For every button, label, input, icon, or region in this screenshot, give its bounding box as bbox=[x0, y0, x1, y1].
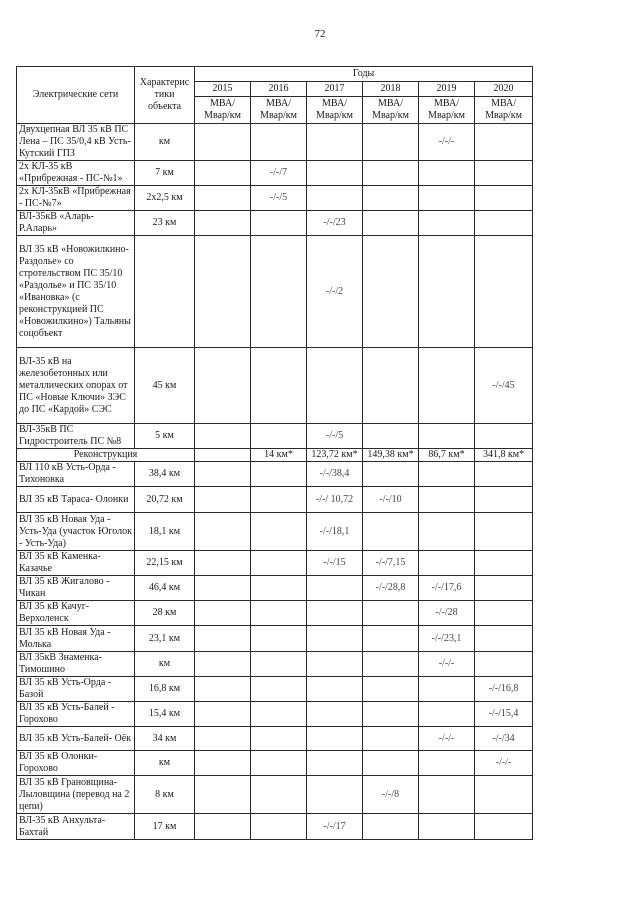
table-row bbox=[17, 751, 533, 776]
value-cell bbox=[251, 601, 307, 626]
table-row bbox=[17, 348, 533, 424]
value-cell: -/-/2 bbox=[307, 236, 363, 348]
value-cell bbox=[307, 576, 363, 601]
value-cell: -/-/7,15 bbox=[363, 551, 419, 576]
characteristic-cell: 17 км bbox=[135, 814, 195, 840]
value-cell bbox=[195, 211, 251, 236]
unit-header: МВА/ Мвар/км bbox=[419, 97, 475, 124]
value-cell bbox=[363, 161, 419, 186]
value-cell bbox=[195, 576, 251, 601]
value-cell bbox=[251, 211, 307, 236]
value-cell bbox=[195, 462, 251, 487]
value-cell bbox=[251, 652, 307, 677]
network-name: ВЛ-35 кВ Анхульта- Бахтай bbox=[17, 814, 135, 840]
value-cell bbox=[251, 814, 307, 840]
value-cell bbox=[419, 348, 475, 424]
value-cell: -/-/38,4 bbox=[307, 462, 363, 487]
reconstruction-total: 341,8 км* bbox=[475, 449, 533, 462]
value-cell bbox=[251, 551, 307, 576]
value-cell bbox=[251, 626, 307, 652]
value-cell bbox=[475, 626, 533, 652]
value-cell bbox=[419, 211, 475, 236]
table-row bbox=[17, 727, 533, 751]
value-cell: -/-/10 bbox=[363, 487, 419, 513]
table-row bbox=[17, 424, 533, 449]
network-name: 2х КЛ-35кВ «Прибрежная - ПС-№7» bbox=[17, 186, 135, 211]
value-cell bbox=[195, 487, 251, 513]
value-cell: -/-/5 bbox=[307, 424, 363, 449]
network-name: ВЛ 35 кВ Новая Уда - Молька bbox=[17, 626, 135, 652]
value-cell bbox=[475, 776, 533, 814]
network-name: ВЛ 35 кВ Грановщина- Лыловщина (перевод на 2 цепи) bbox=[17, 776, 135, 814]
value-cell bbox=[419, 677, 475, 702]
value-cell bbox=[195, 513, 251, 551]
value-cell bbox=[475, 551, 533, 576]
table-row bbox=[17, 513, 533, 551]
reconstruction-total: 14 км* bbox=[251, 449, 307, 462]
value-cell bbox=[195, 814, 251, 840]
value-cell bbox=[475, 513, 533, 551]
value-cell bbox=[195, 186, 251, 211]
value-cell bbox=[475, 576, 533, 601]
value-cell bbox=[195, 776, 251, 814]
network-name: ВЛ 110 кВ Усть-Орда - Тихоновка bbox=[17, 462, 135, 487]
reconstruction-total bbox=[195, 449, 251, 462]
value-cell bbox=[307, 776, 363, 814]
network-name: ВЛ 35 кВ «Новожилкино- Раздолье» со стротельством ПС 35/10 «Раздолье» и ПС 35/10 «Ивановка» (с реконструкцией ПС «Новожилкино») Тальяны соцобъект bbox=[17, 236, 135, 348]
table-row bbox=[17, 551, 533, 576]
value-cell bbox=[363, 751, 419, 776]
value-cell bbox=[363, 814, 419, 840]
value-cell bbox=[419, 487, 475, 513]
network-name: ВЛ-35 кВ на железобетонных или металлических опорах от ПС «Новые Ключи» ЗЭС до ПС «Кардой» СЭС bbox=[17, 348, 135, 424]
value-cell bbox=[363, 236, 419, 348]
value-cell: -/-/17,6 bbox=[419, 576, 475, 601]
value-cell: -/-/15 bbox=[307, 551, 363, 576]
power-grid-table bbox=[16, 66, 533, 840]
value-cell: -/-/- bbox=[419, 124, 475, 161]
characteristic-cell: 23 км bbox=[135, 211, 195, 236]
value-cell bbox=[475, 601, 533, 626]
value-cell: -/-/- bbox=[475, 751, 533, 776]
value-cell bbox=[251, 424, 307, 449]
value-cell bbox=[195, 626, 251, 652]
year-header: 2017 bbox=[307, 82, 363, 97]
value-cell bbox=[363, 424, 419, 449]
characteristic-cell: 7 км bbox=[135, 161, 195, 186]
col-years-header: Годы bbox=[195, 67, 533, 82]
value-cell bbox=[363, 186, 419, 211]
network-name: ВЛ 35 кВ Тараса- Олонки bbox=[17, 487, 135, 513]
value-cell bbox=[195, 751, 251, 776]
value-cell bbox=[363, 211, 419, 236]
value-cell bbox=[195, 161, 251, 186]
value-cell bbox=[475, 236, 533, 348]
value-cell: -/-/23,1 bbox=[419, 626, 475, 652]
value-cell bbox=[419, 776, 475, 814]
value-cell bbox=[307, 161, 363, 186]
value-cell bbox=[363, 702, 419, 727]
value-cell bbox=[251, 462, 307, 487]
value-cell bbox=[363, 513, 419, 551]
value-cell bbox=[195, 727, 251, 751]
network-name: ВЛ 35 кВ Каменка- Казачье bbox=[17, 551, 135, 576]
value-cell bbox=[419, 424, 475, 449]
value-cell bbox=[475, 462, 533, 487]
characteristic-cell: 20,72 км bbox=[135, 487, 195, 513]
value-cell: -/-/45 bbox=[475, 348, 533, 424]
value-cell bbox=[419, 161, 475, 186]
value-cell: -/-/5 bbox=[251, 186, 307, 211]
value-cell bbox=[307, 124, 363, 161]
network-name: ВЛ-35кВ «Аларь- Р.Аларь» bbox=[17, 211, 135, 236]
value-cell bbox=[307, 702, 363, 727]
network-name: ВЛ 35 кВ Новая Уда - Усть-Уда (участок Юголок - Усть-Уда) bbox=[17, 513, 135, 551]
characteristic-cell: км bbox=[135, 124, 195, 161]
table-row bbox=[17, 211, 533, 236]
value-cell bbox=[251, 124, 307, 161]
col-characteristic-header: Характерис тики объекта bbox=[135, 67, 195, 124]
network-name: ВЛ 35 кВ Усть-Орда - Базой bbox=[17, 677, 135, 702]
table-row bbox=[17, 601, 533, 626]
unit-header: МВА/ Мвар/км bbox=[307, 97, 363, 124]
value-cell bbox=[363, 601, 419, 626]
network-name: ВЛ 35 кВ Олонки- Горохово bbox=[17, 751, 135, 776]
value-cell bbox=[195, 652, 251, 677]
characteristic-cell: 34 км bbox=[135, 727, 195, 751]
reconstruction-label: Реконструкция bbox=[17, 449, 195, 462]
year-header: 2020 bbox=[475, 82, 533, 97]
value-cell: -/-/15,4 bbox=[475, 702, 533, 727]
characteristic-cell: 46,4 км bbox=[135, 576, 195, 601]
col-networks-header: Электрические сети bbox=[17, 67, 135, 124]
unit-header: МВА/ Мвар/км bbox=[195, 97, 251, 124]
value-cell: -/-/- bbox=[419, 652, 475, 677]
reconstruction-total: 123,72 км* bbox=[307, 449, 363, 462]
value-cell bbox=[475, 424, 533, 449]
network-name: ВЛ 35 кВ Качуг- Верхоленск bbox=[17, 601, 135, 626]
value-cell bbox=[251, 236, 307, 348]
value-cell bbox=[475, 161, 533, 186]
value-cell bbox=[475, 186, 533, 211]
characteristic-cell: км bbox=[135, 751, 195, 776]
network-name: ВЛ 35кВ Знаменка- Тимошино bbox=[17, 652, 135, 677]
value-cell bbox=[195, 601, 251, 626]
value-cell: -/-/28,8 bbox=[363, 576, 419, 601]
value-cell bbox=[475, 124, 533, 161]
value-cell bbox=[251, 702, 307, 727]
value-cell: -/-/28 bbox=[419, 601, 475, 626]
reconstruction-row bbox=[17, 449, 533, 462]
table-row bbox=[17, 186, 533, 211]
value-cell bbox=[251, 576, 307, 601]
value-cell bbox=[251, 513, 307, 551]
value-cell: -/-/7 bbox=[251, 161, 307, 186]
characteristic-cell: 18,1 км bbox=[135, 513, 195, 551]
table-row bbox=[17, 626, 533, 652]
value-cell bbox=[419, 513, 475, 551]
year-header: 2016 bbox=[251, 82, 307, 97]
table-row bbox=[17, 576, 533, 601]
page-number: 72 bbox=[314, 28, 326, 40]
value-cell bbox=[251, 677, 307, 702]
value-cell bbox=[307, 751, 363, 776]
characteristic-cell: 28 км bbox=[135, 601, 195, 626]
table-row bbox=[17, 462, 533, 487]
value-cell bbox=[363, 348, 419, 424]
network-name: Двухцепная ВЛ 35 кВ ПС Лена – ПС 35/0,4 кВ Усть-Кутский ГПЗ bbox=[17, 124, 135, 161]
value-cell bbox=[363, 124, 419, 161]
table-row bbox=[17, 236, 533, 348]
value-cell bbox=[419, 462, 475, 487]
characteristic-cell: 2х2,5 км bbox=[135, 186, 195, 211]
value-cell: -/-/23 bbox=[307, 211, 363, 236]
value-cell bbox=[475, 211, 533, 236]
characteristic-cell: 8 км bbox=[135, 776, 195, 814]
value-cell bbox=[251, 348, 307, 424]
value-cell bbox=[307, 626, 363, 652]
value-cell bbox=[419, 551, 475, 576]
value-cell bbox=[307, 652, 363, 677]
network-name: ВЛ 35 кВ Усть-Балей- Оёк bbox=[17, 727, 135, 751]
value-cell bbox=[419, 702, 475, 727]
value-cell bbox=[419, 751, 475, 776]
characteristic-cell: 38,4 км bbox=[135, 462, 195, 487]
value-cell bbox=[307, 677, 363, 702]
value-cell bbox=[475, 487, 533, 513]
characteristic-cell: 16,8 км bbox=[135, 677, 195, 702]
table-row bbox=[17, 702, 533, 727]
year-header: 2015 bbox=[195, 82, 251, 97]
value-cell bbox=[363, 462, 419, 487]
value-cell bbox=[363, 677, 419, 702]
network-name: 2х КЛ-35 кВ «Прибрежная - ПС-№1» bbox=[17, 161, 135, 186]
value-cell bbox=[419, 236, 475, 348]
network-name: ВЛ-35кВ ПС Гидростроитель ПС №8 bbox=[17, 424, 135, 449]
header-row-years bbox=[17, 67, 533, 82]
value-cell bbox=[475, 814, 533, 840]
value-cell: -/-/16,8 bbox=[475, 677, 533, 702]
network-name: ВЛ 35 кВ Жигалово - Чикан bbox=[17, 576, 135, 601]
value-cell bbox=[251, 776, 307, 814]
unit-header: МВА/ Мвар/км bbox=[475, 97, 533, 124]
value-cell bbox=[475, 652, 533, 677]
value-cell bbox=[307, 348, 363, 424]
value-cell: -/-/- bbox=[419, 727, 475, 751]
characteristic-cell: км bbox=[135, 652, 195, 677]
characteristic-cell: 5 км bbox=[135, 424, 195, 449]
table-row bbox=[17, 776, 533, 814]
year-header: 2018 bbox=[363, 82, 419, 97]
value-cell bbox=[363, 626, 419, 652]
value-cell bbox=[195, 677, 251, 702]
reconstruction-total: 86,7 км* bbox=[419, 449, 475, 462]
value-cell bbox=[419, 814, 475, 840]
network-name: ВЛ 35 кВ Усть-Балей - Горохово bbox=[17, 702, 135, 727]
value-cell bbox=[195, 124, 251, 161]
year-header: 2019 bbox=[419, 82, 475, 97]
characteristic-cell: 45 км bbox=[135, 348, 195, 424]
value-cell bbox=[307, 186, 363, 211]
characteristic-cell: 23,1 км bbox=[135, 626, 195, 652]
value-cell bbox=[195, 348, 251, 424]
unit-header: МВА/ Мвар/км bbox=[363, 97, 419, 124]
value-cell bbox=[251, 487, 307, 513]
table-row bbox=[17, 161, 533, 186]
value-cell bbox=[307, 727, 363, 751]
value-cell: -/-/ 10,72 bbox=[307, 487, 363, 513]
characteristic-cell: 22,15 км bbox=[135, 551, 195, 576]
value-cell: -/-/18,1 bbox=[307, 513, 363, 551]
value-cell bbox=[195, 424, 251, 449]
reconstruction-total: 149,38 км* bbox=[363, 449, 419, 462]
characteristic-cell bbox=[135, 236, 195, 348]
table-row bbox=[17, 677, 533, 702]
value-cell bbox=[307, 601, 363, 626]
value-cell bbox=[363, 727, 419, 751]
value-cell: -/-/8 bbox=[363, 776, 419, 814]
value-cell bbox=[251, 727, 307, 751]
value-cell bbox=[363, 652, 419, 677]
value-cell bbox=[251, 751, 307, 776]
table-row bbox=[17, 124, 533, 161]
value-cell bbox=[195, 551, 251, 576]
value-cell: -/-/34 bbox=[475, 727, 533, 751]
table-row bbox=[17, 487, 533, 513]
unit-header: МВА/ Мвар/км bbox=[251, 97, 307, 124]
value-cell bbox=[195, 702, 251, 727]
value-cell bbox=[419, 186, 475, 211]
value-cell bbox=[195, 236, 251, 348]
table-row bbox=[17, 652, 533, 677]
table-row bbox=[17, 814, 533, 840]
value-cell: -/-/17 bbox=[307, 814, 363, 840]
characteristic-cell: 15,4 км bbox=[135, 702, 195, 727]
